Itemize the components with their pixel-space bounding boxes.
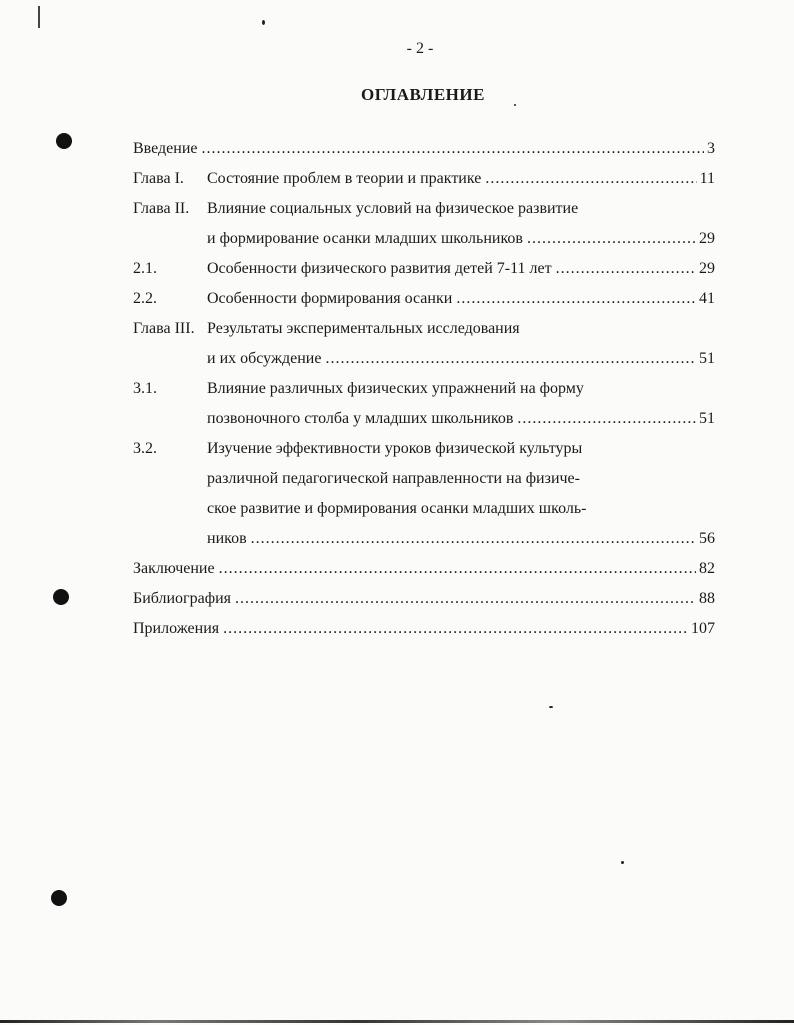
toc-entry-chapter-1[interactable] [133,170,715,200]
page-number: - 2 - [406,40,434,57]
entry-page: 51 [699,350,715,367]
entry-page: 3 [707,140,715,157]
entry-number: Глава III. [133,320,195,337]
entry-title: Особенности формирования осанки [207,290,453,307]
toc-entry-chapter-2[interactable] [133,200,715,230]
entry-page: 88 [699,590,715,607]
entry-title: Особенности физического развития детей 7-11 лет [207,260,552,277]
toc-entry-section-3-2-cont[interactable] [133,500,715,530]
entry-page: 107 [691,620,715,637]
dot-leader [235,590,696,608]
dot-leader [556,260,696,278]
toc-entry-section-3-2[interactable] [133,440,715,470]
dot-leader [485,170,696,188]
toc-entry-introduction[interactable] [133,140,715,170]
scan-edge-bottom [0,1020,794,1023]
entry-title: Состояние проблем в теории и практике [207,170,482,187]
entry-page: 82 [699,560,715,577]
entry-number: 3.1. [133,380,157,397]
scan-speck [262,20,265,25]
scan-speck [621,861,624,864]
dot-leader [219,560,696,578]
entry-page: 11 [699,170,715,187]
entry-title: Приложения [133,620,220,637]
entry-number: Глава I. [133,170,184,187]
entry-title: позвоночного столба у младших школьников [207,410,514,427]
toc-entry-appendices[interactable] [133,620,715,650]
entry-page: 29 [699,260,715,277]
toc-entry-section-3-2-cont[interactable] [133,470,715,500]
entry-page: 29 [699,230,715,247]
dot-leader [517,410,696,428]
dot-leader [527,230,696,248]
entry-title: Библиография [133,590,231,607]
toc-entry-chapter-3-cont[interactable] [133,350,715,380]
punch-hole [53,589,69,605]
toc-entry-section-3-1[interactable] [133,380,715,410]
entry-title: и их обсуждение [207,350,322,367]
entry-title: и формирование осанки младших школьников [207,230,523,247]
toc-entry-section-2-1[interactable] [133,260,715,290]
entry-title: Влияние социальных условий на физическое развитие [207,200,579,217]
page-title: ОГЛАВЛЕНИЕ [361,85,485,104]
toc-entry-section-3-1-cont[interactable] [133,410,715,440]
dot-leader [223,620,688,638]
toc-entry-chapter-3[interactable] [133,320,715,350]
dot-leader [325,350,696,368]
toc-entry-chapter-2-cont[interactable] [133,230,715,260]
entry-title: различной педагогической направленности на физиче- [207,470,580,487]
entry-number: 2.1. [133,260,157,277]
entry-title: Результаты экспериментальных исследования [207,320,520,337]
toc-entry-bibliography[interactable] [133,590,715,620]
entry-number: 3.2. [133,440,157,457]
entry-number: 2.2. [133,290,157,307]
entry-page: 41 [699,290,715,307]
dot-leader [456,290,696,308]
entry-title: Заключение [133,560,215,577]
entry-title: ников [207,530,247,547]
scan-edge-mark [38,6,40,28]
entry-page: 51 [699,410,715,427]
scan-speck [549,706,553,708]
entry-page: 56 [699,530,715,547]
entry-title: Влияние различных физических упражнений на форму [207,380,584,397]
toc-entry-section-3-2-cont[interactable] [133,530,715,560]
table-of-contents [133,140,715,650]
entry-title: Изучение эффективности уроков физической культуры [207,440,583,457]
punch-hole [56,133,72,149]
punch-hole [51,890,67,906]
dot-leader [202,140,705,158]
toc-entry-conclusion[interactable] [133,560,715,590]
dot-leader [251,530,696,548]
toc-entry-section-2-2[interactable] [133,290,715,320]
entry-number: Глава II. [133,200,190,217]
entry-title: ское развитие и формирования осанки младших школь- [207,500,587,517]
entry-title: Введение [133,140,198,157]
